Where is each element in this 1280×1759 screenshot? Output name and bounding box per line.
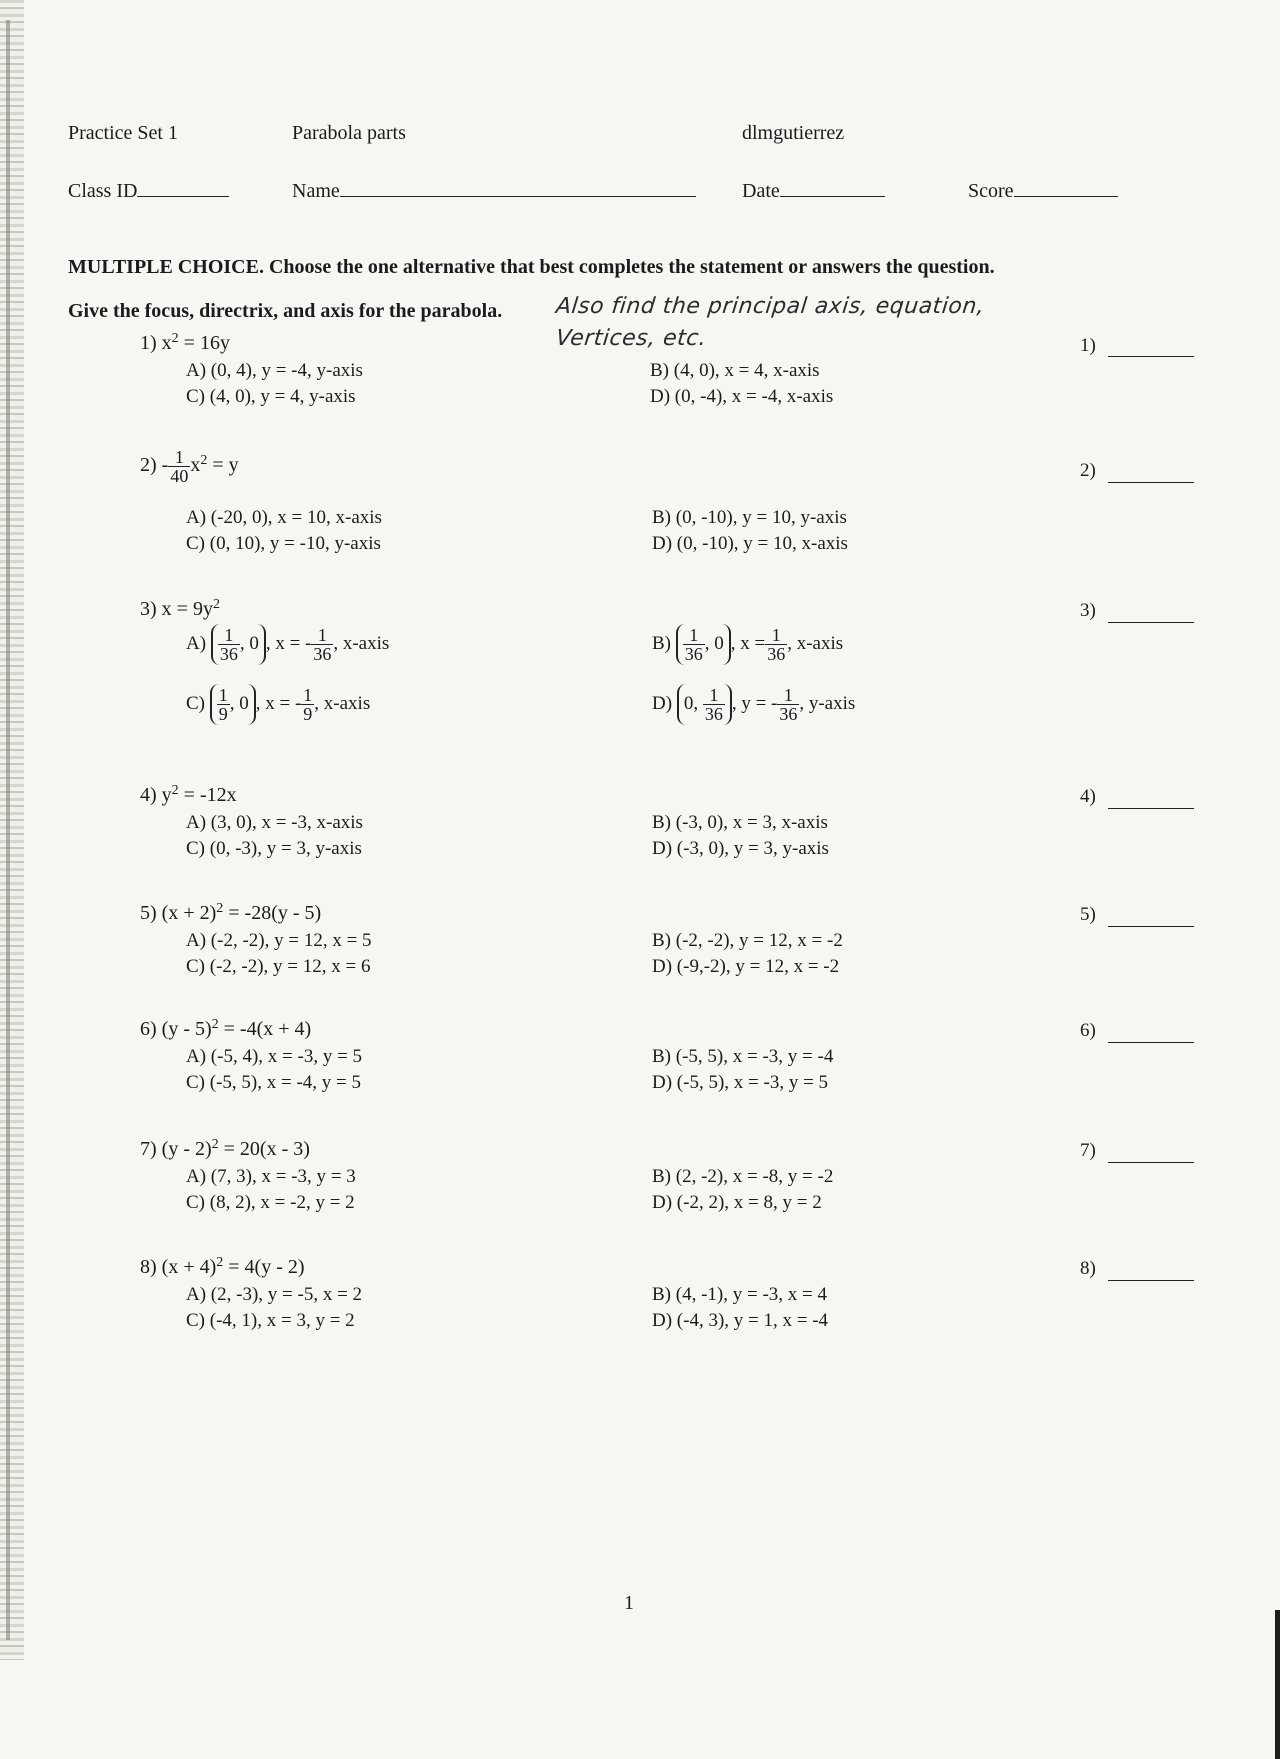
q5-option-a[interactable]: A) (-2, -2), y = 12, x = 5: [186, 930, 372, 951]
q3-option-b[interactable]: B) $\frac{1}{36}$ , 0 , x = $\frac{1}{36}$ , x-axis: [652, 625, 844, 664]
answer-label-7: 7): [1080, 1140, 1096, 1161]
question-6-stem: 6) (y - 5)$^2$ = -4(x + 4): [140, 1017, 312, 1040]
multiple-choice-instruction: MULTIPLE CHOICE. Choose the one alternative that best completes the statement or answers the question.: [68, 256, 995, 278]
class-id-field[interactable]: [68, 176, 229, 203]
scan-edge: [0, 0, 24, 1660]
score-field[interactable]: [968, 176, 1118, 203]
question-8-stem: 8) $(x + 4)^2 = 4(y - 2)$: [140, 1255, 305, 1278]
answer-label-4: 4): [1080, 786, 1096, 807]
score-label: Score: [968, 180, 1014, 202]
q1-option-a[interactable]: A) (0, 4), y = -4, y-axis: [186, 360, 363, 381]
answer-label-5: 5): [1080, 904, 1096, 925]
topic-label: Parabola parts: [292, 122, 406, 144]
q4-option-a[interactable]: A) (3, 0), x = -3, x-axis: [186, 812, 363, 833]
q1-option-b[interactable]: B) (4, 0), x = 4, x-axis: [650, 360, 820, 381]
q8-option-d[interactable]: D) (-4, 3), y = 1, x = -4: [652, 1310, 829, 1331]
q6-option-b[interactable]: B) (-5, 5), x = -3, y = -4: [652, 1046, 834, 1067]
answer-label-6: 6): [1080, 1020, 1096, 1041]
q8-option-a[interactable]: A) (2, -3), y = -5, x = 2: [186, 1284, 363, 1305]
q4-option-b[interactable]: B) (-3, 0), x = 3, x-axis: [652, 812, 828, 833]
date-field[interactable]: [742, 176, 885, 203]
section-instruction: Give the focus, directrix, and axis for the parabola.: [68, 300, 503, 322]
answer-line-2[interactable]: [1108, 482, 1194, 483]
q2-option-b[interactable]: B) (0, -10), y = 10, y-axis: [652, 507, 847, 528]
question-4-stem: 4) $y^2 = -12x$: [140, 783, 237, 806]
answer-line-3[interactable]: [1108, 622, 1194, 623]
answer-line-8[interactable]: [1108, 1280, 1194, 1281]
q6-option-c[interactable]: C) (-5, 5), x = -4, y = 5: [186, 1072, 361, 1093]
class-id-label: Class ID: [68, 180, 138, 202]
q3-option-d[interactable]: D) 0, $\frac{1}{36}$ , y = - $\frac{1}{36}$ , y-axis: [652, 685, 856, 724]
answer-label-2: 2): [1080, 460, 1096, 481]
scan-edge-line: [6, 20, 10, 1640]
author-label: dlmgutierrez: [742, 122, 845, 144]
answer-label-1: 1): [1080, 335, 1096, 356]
page-number: 1: [624, 1592, 634, 1614]
q7-option-c[interactable]: C) (8, 2), x = -2, y = 2: [186, 1192, 355, 1213]
q7-option-a[interactable]: A) (7, 3), x = -3, y = 3: [186, 1166, 356, 1187]
answer-label-3: 3): [1080, 600, 1096, 621]
q5-option-c[interactable]: C) (-2, -2), y = 12, x = 6: [186, 956, 371, 977]
question-3-stem: 3) $x = 9y^2$: [140, 597, 220, 620]
q4-option-d[interactable]: D) (-3, 0), y = 3, y-axis: [652, 838, 829, 859]
q7-option-d[interactable]: D) (-2, 2), x = 8, y = 2: [652, 1192, 822, 1213]
q1-option-c[interactable]: C) (4, 0), y = 4, y-axis: [186, 386, 356, 407]
q3-option-c[interactable]: C) $\frac{1}{9}$ , 0 , x = - $\frac{1}{9}$ , x-axis: [186, 685, 371, 724]
q6-option-a[interactable]: A) (-5, 4), x = -3, y = 5: [186, 1046, 363, 1067]
q5-option-b[interactable]: B) (-2, -2), y = 12, x = -2: [652, 930, 843, 951]
name-field[interactable]: [292, 176, 696, 203]
scan-right-bar: [1275, 1610, 1280, 1759]
q2-option-d[interactable]: D) (0, -10), y = 10, x-axis: [652, 533, 848, 554]
practice-set-label: Practice Set 1: [68, 122, 178, 144]
q8-option-b[interactable]: B) (4, -1), y = -3, x = 4: [652, 1284, 827, 1305]
q2-option-c[interactable]: C) (0, 10), y = -10, y-axis: [186, 533, 381, 554]
answer-line-1[interactable]: [1108, 356, 1194, 357]
handwritten-note-line1: Also find the principal axis, equation,: [554, 294, 986, 319]
date-blank[interactable]: [780, 176, 885, 197]
handwritten-note-line2: Vertices, etc.: [554, 326, 708, 351]
answer-line-5[interactable]: [1108, 926, 1194, 927]
answer-line-6[interactable]: [1108, 1042, 1194, 1043]
answer-line-7[interactable]: [1108, 1162, 1194, 1163]
date-label: Date: [742, 180, 780, 202]
score-blank[interactable]: [1014, 176, 1118, 197]
name-blank[interactable]: [340, 176, 696, 197]
answer-line-4[interactable]: [1108, 808, 1194, 809]
name-label: Name: [292, 180, 340, 202]
question-7-stem: 7) (y - 2)$^2$ = 20(x - 3): [140, 1137, 310, 1160]
q4-option-c[interactable]: C) (0, -3), y = 3, y-axis: [186, 838, 362, 859]
question-1-stem: 1) $x^2 = 16y$: [140, 331, 230, 354]
question-2-stem: 2) - $\frac{1}{40}$ $x^2 = y$: [140, 447, 239, 486]
q2-option-a[interactable]: A) (-20, 0), x = 10, x-axis: [186, 507, 382, 528]
q5-option-d[interactable]: D) (-9,-2), y = 12, x = -2: [652, 956, 840, 977]
q7-option-b[interactable]: B) (2, -2), x = -8, y = -2: [652, 1166, 834, 1187]
q3-option-a[interactable]: A) $\frac{1}{36}$ , 0 , x = - $\frac{1}{36}$ , x-axis: [186, 625, 390, 664]
q6-option-d[interactable]: D) (-5, 5), x = -3, y = 5: [652, 1072, 829, 1093]
q1-option-d[interactable]: D) (0, -4), x = -4, x-axis: [650, 386, 834, 407]
answer-label-8: 8): [1080, 1258, 1096, 1279]
question-5-stem: 5) $(x + 2)^2 = -28(y - 5)$: [140, 901, 322, 924]
class-id-blank[interactable]: [137, 176, 229, 197]
q8-option-c[interactable]: C) (-4, 1), x = 3, y = 2: [186, 1310, 355, 1331]
